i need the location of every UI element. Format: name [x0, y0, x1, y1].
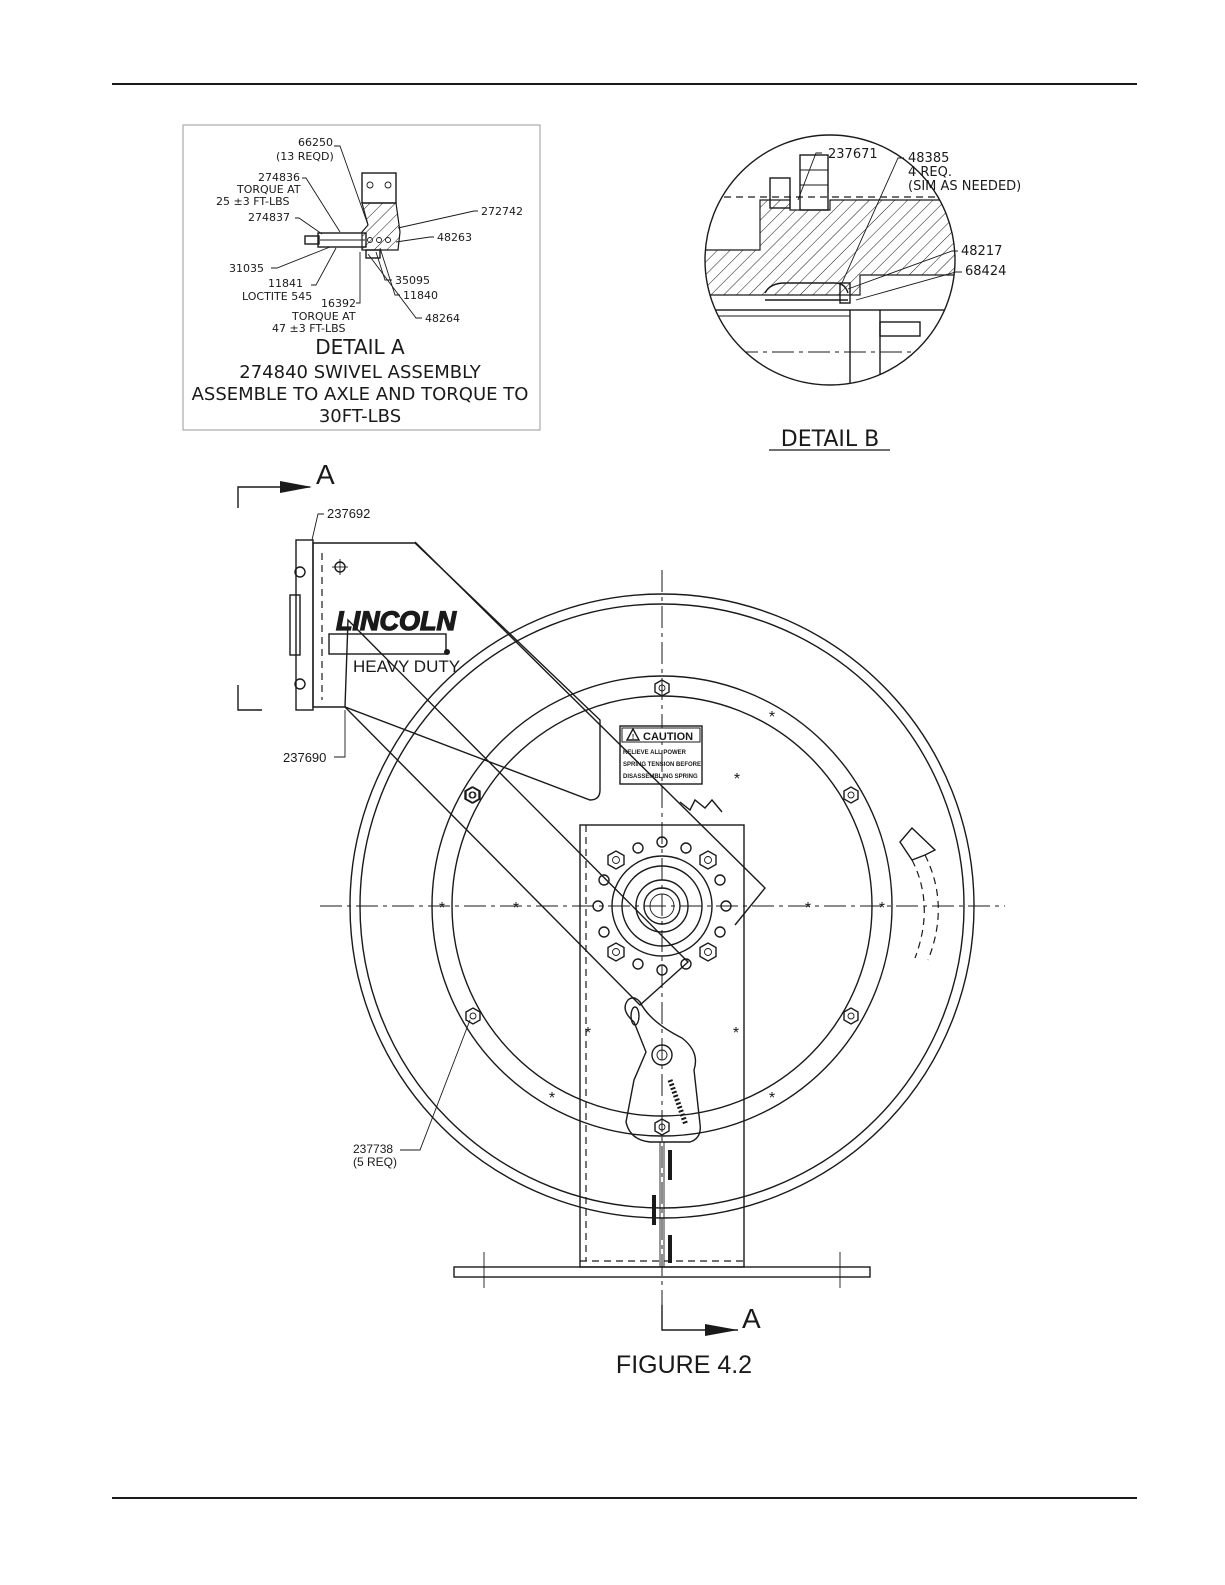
callout-237671: 237671 — [828, 147, 878, 162]
torque-value-1: 25 ±3 FT-LBS — [216, 195, 290, 208]
callout-66250: 66250 — [298, 136, 333, 149]
svg-text:*: * — [878, 900, 886, 917]
detail-a-title: DETAIL A — [315, 335, 405, 359]
callout-13-reqd: (13 REQD) — [276, 150, 334, 163]
torque-at-label-2: TORQUE AT — [292, 310, 356, 323]
loctite-label: LOCTITE 545 — [242, 290, 313, 303]
svg-text:*: * — [733, 771, 741, 788]
svg-text:*: * — [768, 709, 776, 726]
detail-b — [700, 130, 1021, 452]
heavy-duty-label: HEAVY DUTY — [353, 657, 461, 676]
caution-title: CAUTION — [643, 731, 694, 743]
callout-48263: 48263 — [437, 231, 472, 244]
section-arrow-bottom — [662, 1303, 761, 1336]
detail-b-title: DETAIL B — [780, 427, 880, 452]
callout-31035: 31035 — [229, 262, 264, 275]
callout-48264: 48264 — [425, 312, 460, 325]
callout-274837: 274837 — [248, 211, 290, 224]
detail-a-titles — [192, 335, 529, 427]
callout-237692: 237692 — [327, 506, 371, 521]
callout-237690: 237690 — [283, 750, 327, 765]
callout-5-req: (5 REQ) — [353, 1155, 398, 1169]
svg-text:*: * — [584, 1025, 592, 1042]
svg-text:*: * — [548, 1090, 556, 1107]
callout-68424: 68424 — [965, 264, 1007, 279]
section-label-bottom: A — [742, 1303, 761, 1334]
callout-35095: 35095 — [395, 274, 430, 287]
svg-text:*: * — [512, 900, 520, 917]
svg-text:*: * — [768, 1090, 776, 1107]
callout-237738: 237738 — [353, 1142, 394, 1156]
callout-272742: 272742 — [481, 205, 523, 218]
rotation-direction-arrow — [900, 828, 938, 960]
detail-a-subtitle-2: ASSEMBLE TO AXLE AND TORQUE TO — [191, 384, 529, 405]
brand-plate — [290, 540, 600, 800]
callout-48385: 48385 — [908, 151, 950, 166]
figure-caption: FIGURE 4.2 — [615, 1351, 753, 1379]
detail-a-subtitle-3: 30FT-LBS — [318, 406, 402, 427]
callout-11841: 11841 — [268, 277, 303, 290]
callout-16392: 16392 — [321, 297, 356, 310]
svg-text:*: * — [438, 900, 446, 917]
callout-4-req: 4 REQ. — [908, 165, 953, 180]
detail-a-subtitle-1: 274840 SWIVEL ASSEMBLY — [239, 362, 481, 383]
callout-274836: 274836 — [258, 171, 300, 184]
callout-sim-as-needed: (SIM AS NEEDED) — [908, 179, 1022, 194]
lincoln-logo: LINCOLN — [336, 606, 456, 636]
caution-line-1: RELIEVE ALL POWER — [623, 750, 687, 756]
callout-11840: 11840 — [403, 289, 438, 302]
caution-line-2: SPRING TENSION BEFORE — [623, 762, 702, 768]
caution-line-3: DISASSEMBLING SPRING — [623, 774, 698, 780]
swivel-assembly-drawing — [305, 173, 400, 258]
callout-48217: 48217 — [961, 244, 1003, 259]
caution-label — [620, 726, 702, 784]
torque-at-label-1: TORQUE AT — [237, 183, 301, 196]
torque-value-2: 47 ±3 FT-LBS — [272, 322, 346, 335]
section-arrow-top — [238, 459, 335, 710]
section-label-top: A — [316, 459, 335, 490]
svg-text:*: * — [804, 900, 812, 917]
svg-text:*: * — [732, 1025, 740, 1042]
ratchet-pawl — [625, 998, 700, 1142]
hose-reel-front-view — [238, 459, 1005, 1336]
detail-a — [183, 125, 540, 430]
warning-triangle-icon: ! — [631, 734, 635, 741]
